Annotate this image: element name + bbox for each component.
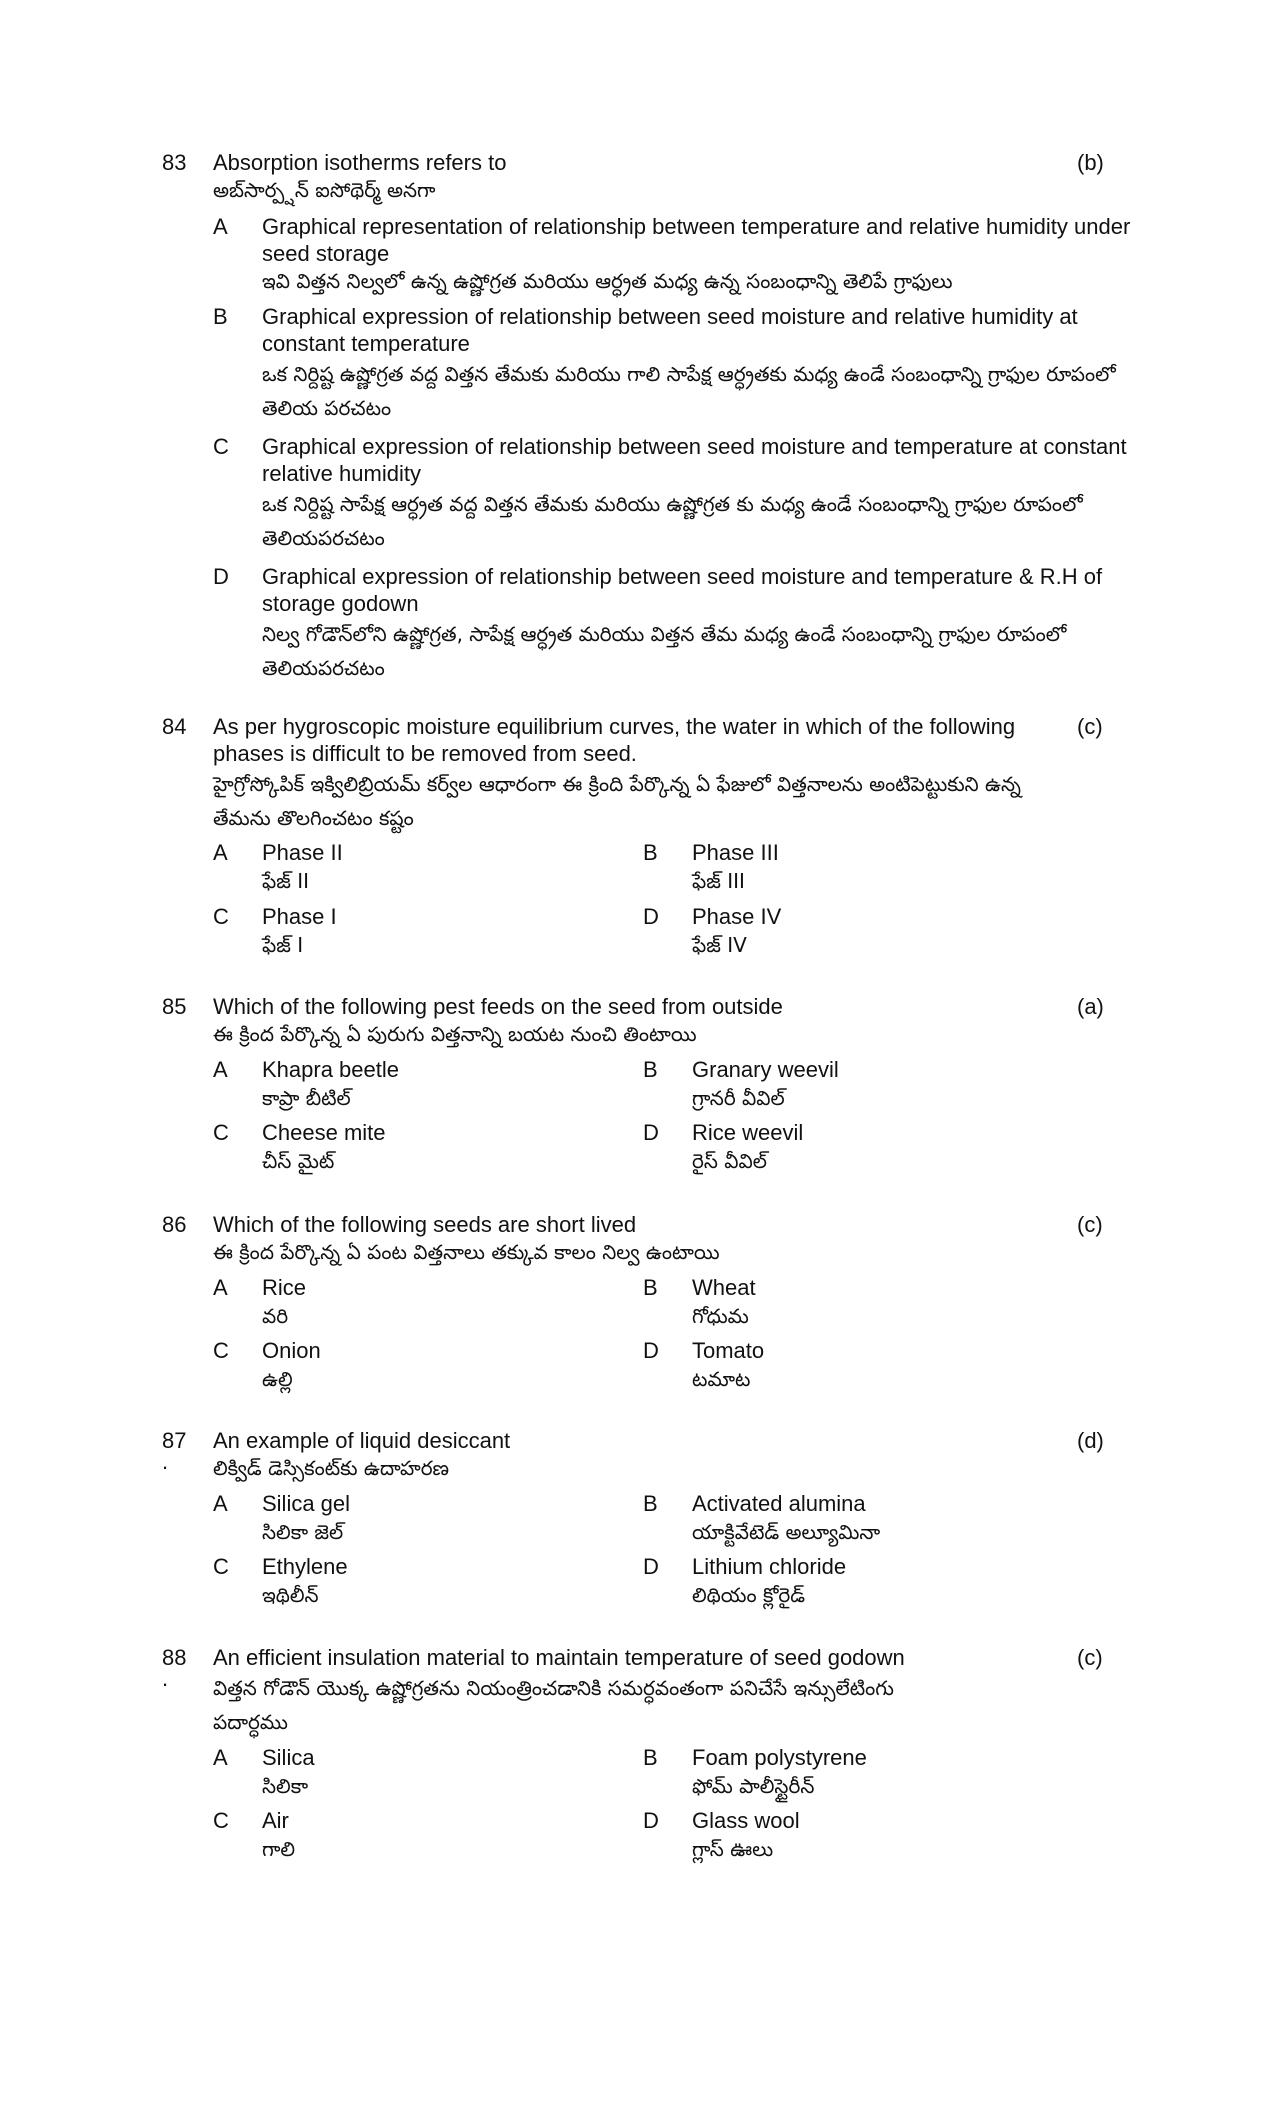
question-text-english: Which of the following pest feeds on the seed from outside bbox=[213, 994, 783, 1019]
option-text-english: Glass wool bbox=[692, 1808, 800, 1833]
option-letter: C bbox=[213, 1554, 229, 1579]
question-number-value: 87 bbox=[162, 1428, 187, 1453]
option-text-telugu: ఒక నిర్దిష్ట సాపేక్ష ఆర్ధ్రత వద్ద విత్తన తేమకు మరియు ఉష్ణోగ్రత కు మధ్య ఉండే సంబంధాన్ని గ్రాఫుల రూపంలో తెలియపరచటం bbox=[262, 492, 1083, 550]
option-letter: B bbox=[643, 1745, 658, 1770]
option-letter: D bbox=[213, 564, 229, 589]
answer-key: (d) bbox=[1077, 1428, 1104, 1453]
option-letter: C bbox=[213, 904, 229, 929]
option-text-telugu: ఫోమ్ పాలీస్టైరీన్ bbox=[692, 1774, 815, 1798]
option-text-english: Graphical representation of relationship between temperature and relative humidity under seed storage bbox=[262, 214, 1131, 266]
option-text-english: Onion bbox=[262, 1338, 321, 1363]
question-text-english: Which of the following seeds are short lived bbox=[213, 1212, 637, 1237]
option-c bbox=[213, 1553, 642, 1610]
option-text-english: Lithium chloride bbox=[692, 1554, 847, 1579]
question-text-telugu: లిక్విడ్ డెస్సికంట్‌కు ఉదాహరణ bbox=[213, 1456, 450, 1480]
option-text-english: Air bbox=[262, 1808, 289, 1833]
option-text-telugu: గోధుమ bbox=[692, 1304, 749, 1328]
option-b bbox=[643, 839, 1072, 896]
option-text-telugu: ఫేజ్ II bbox=[262, 869, 309, 893]
option-b bbox=[643, 1274, 1072, 1331]
option-text-english: Foam polystyrene bbox=[692, 1745, 867, 1770]
question-number-value: 88 bbox=[162, 1645, 187, 1670]
option-text-english: Silica bbox=[262, 1745, 315, 1770]
option-text-telugu: నిల్వ గోడౌన్‌లోని ఉష్ణోగ్రత, సాపేక్ష ఆర్ధ్రత మరియు విత్తన తేమ మధ్య ఉండే సంబంధాన్ని గ్రాఫుల రూపంలో తెలియపరచటం bbox=[262, 622, 1067, 680]
option-c bbox=[213, 433, 1133, 555]
option-text-english: Activated alumina bbox=[692, 1491, 866, 1516]
option-text-telugu: ఫేజ్ IV bbox=[692, 933, 747, 957]
question-text-telugu: అబ్‌సార్ప్షన్ ఐసోథెర్మ్ అనగా bbox=[213, 178, 436, 202]
option-a bbox=[213, 839, 642, 896]
option-letter: D bbox=[643, 1338, 659, 1363]
question-number-dot: . bbox=[162, 1449, 169, 1474]
option-b bbox=[643, 1744, 1072, 1801]
option-c bbox=[213, 1807, 642, 1864]
question-text-english: As per hygroscopic moisture equilibrium curves, the water in which of the following phases is difficult to be removed from seed. bbox=[213, 714, 1016, 766]
option-text-telugu: ఫేజ్ III bbox=[692, 869, 745, 893]
question-number bbox=[162, 1427, 187, 1474]
question-number: 84 bbox=[162, 714, 187, 739]
option-text-english: Rice bbox=[262, 1275, 307, 1300]
option-letter: C bbox=[213, 1120, 229, 1145]
question-number: 83 bbox=[162, 150, 187, 175]
question-text-english: An efficient insulation material to maintain temperature of seed godown bbox=[213, 1645, 905, 1670]
option-text-telugu: గ్రానరీ వీవిల్ bbox=[692, 1086, 785, 1110]
option-letter: C bbox=[213, 434, 229, 459]
answer-key: (c) bbox=[1077, 714, 1103, 739]
option-letter: A bbox=[213, 214, 228, 239]
option-letter: A bbox=[213, 1491, 228, 1516]
option-text-english: Ethylene bbox=[262, 1554, 348, 1579]
option-a bbox=[213, 1744, 642, 1801]
question-stem bbox=[213, 713, 1063, 835]
question-text-telugu: విత్తన గోడౌన్ యొక్క ఉష్ణోగ్రతను నియంత్రించడానికి సమర్ధవంతంగా పనిచేసే ఇన్సులేటింగు పదార్ధము bbox=[213, 1676, 894, 1734]
option-c bbox=[213, 903, 642, 960]
option-letter: D bbox=[643, 1120, 659, 1145]
option-text-telugu: ఒక నిర్దిష్ట ఉష్ణోగ్రత వద్ద విత్తన తేమకు మరియు గాలి సాపేక్ష ఆర్ధ్రతకు మధ్య ఉండే సంబంధాన్ని గ్రాఫుల రూపంలో తెలియ పరచటం bbox=[262, 362, 1116, 420]
option-d bbox=[643, 903, 1072, 960]
option-letter: A bbox=[213, 1275, 228, 1300]
question-text-telugu: ఈ క్రింద పేర్కొన్న ఏ పురుగు విత్తనాన్ని బయట నుంచి తింటాయి bbox=[213, 1022, 697, 1046]
option-a bbox=[213, 1056, 642, 1113]
question-text-telugu: ఈ క్రింద పేర్కొన్న ఏ పంట విత్తనాలు తక్కువ కాలం నిల్వ ఉంటాయి bbox=[213, 1240, 720, 1264]
option-text-english: Graphical expression of relationship between seed moisture and temperature at constant relative humidity bbox=[262, 434, 1127, 486]
question-stem bbox=[213, 1644, 973, 1739]
option-text-telugu: ఉల్లి bbox=[262, 1367, 293, 1391]
option-text-telugu: కాప్రా బీటిల్ bbox=[262, 1086, 351, 1110]
option-letter: D bbox=[643, 904, 659, 929]
option-d bbox=[643, 1807, 1072, 1864]
option-b bbox=[643, 1056, 1072, 1113]
option-letter: B bbox=[213, 304, 228, 329]
option-letter: B bbox=[643, 840, 658, 865]
option-c bbox=[213, 1337, 642, 1394]
option-text-english: Granary weevil bbox=[692, 1057, 839, 1082]
option-letter: B bbox=[643, 1491, 658, 1516]
question-number bbox=[162, 1644, 187, 1691]
option-text-telugu: సిలికా జెల్ bbox=[262, 1520, 344, 1544]
question-text-english: An example of liquid desiccant bbox=[213, 1428, 511, 1453]
option-letter: D bbox=[643, 1554, 659, 1579]
option-text-telugu: సిలికా bbox=[262, 1774, 309, 1798]
question-number: 85 bbox=[162, 994, 187, 1019]
option-d bbox=[213, 563, 1133, 685]
option-text-english: Khapra beetle bbox=[262, 1057, 399, 1082]
option-text-english: Phase IV bbox=[692, 904, 782, 929]
option-letter: A bbox=[213, 840, 228, 865]
option-text-english: Rice weevil bbox=[692, 1120, 804, 1145]
option-text-english: Tomato bbox=[692, 1338, 765, 1363]
option-text-telugu: ఇవి విత్తన నిల్వలో ఉన్న ఉష్ణోగ్రత మరియు ఆర్ధ్రత మధ్య ఉన్న సంబంధాన్ని తెలిపే గ్రాఫులు bbox=[262, 269, 953, 293]
option-text-telugu: గాలి bbox=[262, 1837, 296, 1861]
option-a bbox=[213, 1274, 642, 1331]
option-letter: C bbox=[213, 1808, 229, 1833]
option-b bbox=[643, 1490, 1072, 1547]
option-text-telugu: ఇథిలీన్ bbox=[262, 1583, 319, 1607]
option-text-telugu: యాక్టివేటెడ్ అల్యూమినా bbox=[692, 1520, 881, 1544]
option-letter: D bbox=[643, 1808, 659, 1833]
option-text-telugu: రైస్ వీవిల్ bbox=[692, 1149, 767, 1173]
option-d bbox=[643, 1119, 1072, 1176]
option-text-telugu: వరి bbox=[262, 1304, 289, 1328]
option-letter: C bbox=[213, 1338, 229, 1363]
answer-key: (c) bbox=[1077, 1212, 1103, 1237]
option-text-telugu: గ్లాస్ ఊలు bbox=[692, 1837, 774, 1861]
option-text-english: Phase II bbox=[262, 840, 343, 865]
answer-key: (b) bbox=[1077, 150, 1104, 175]
option-text-telugu: చీస్ మైట్ bbox=[262, 1149, 335, 1173]
option-text-english: Silica gel bbox=[262, 1491, 351, 1516]
answer-key: (c) bbox=[1077, 1645, 1103, 1670]
answer-key: (a) bbox=[1077, 994, 1104, 1019]
option-letter: A bbox=[213, 1745, 228, 1770]
option-text-english: Phase I bbox=[262, 904, 337, 929]
option-letter: B bbox=[643, 1275, 658, 1300]
option-text-telugu: లిథియం క్లోరైడ్ bbox=[692, 1583, 806, 1607]
option-a bbox=[213, 1490, 642, 1547]
options-list bbox=[213, 213, 1133, 693]
option-text-telugu: టమాట bbox=[692, 1367, 751, 1391]
option-text-english: Graphical expression of relationship between seed moisture and temperature & R.H of storage godown bbox=[262, 564, 1103, 616]
question-stem bbox=[213, 1211, 1063, 1266]
option-b bbox=[213, 303, 1133, 425]
option-letter: B bbox=[643, 1057, 658, 1082]
option-letter: A bbox=[213, 1057, 228, 1082]
option-text-english: Graphical expression of relationship between seed moisture and relative humidity at constant temperature bbox=[262, 304, 1078, 356]
question-stem bbox=[213, 993, 1063, 1048]
option-d bbox=[643, 1337, 1072, 1394]
question-number-dot: . bbox=[162, 1666, 169, 1691]
option-text-telugu: ఫేజ్ I bbox=[262, 933, 304, 957]
option-text-english: Phase III bbox=[692, 840, 779, 865]
question-text-telugu: హైగ్రోస్కోపిక్ ఇక్విలిబ్రియమ్ కర్వ్‌ల ఆధారంగా ఈ క్రింది పేర్కొన్న ఏ ఫేజులో విత్తనాలను అంటిపెట్టుకుని ఉన్న తేమను తొలగించటం కష్టం bbox=[213, 772, 1021, 830]
question-number: 86 bbox=[162, 1212, 187, 1237]
option-text-english: Cheese mite bbox=[262, 1120, 386, 1145]
option-text-english: Wheat bbox=[692, 1275, 756, 1300]
option-a bbox=[213, 213, 1133, 295]
question-stem bbox=[213, 1427, 1063, 1482]
option-d bbox=[643, 1553, 1072, 1610]
question-stem bbox=[213, 149, 1063, 204]
option-c bbox=[213, 1119, 642, 1176]
question-text-english: Absorption isotherms refers to bbox=[213, 150, 507, 175]
